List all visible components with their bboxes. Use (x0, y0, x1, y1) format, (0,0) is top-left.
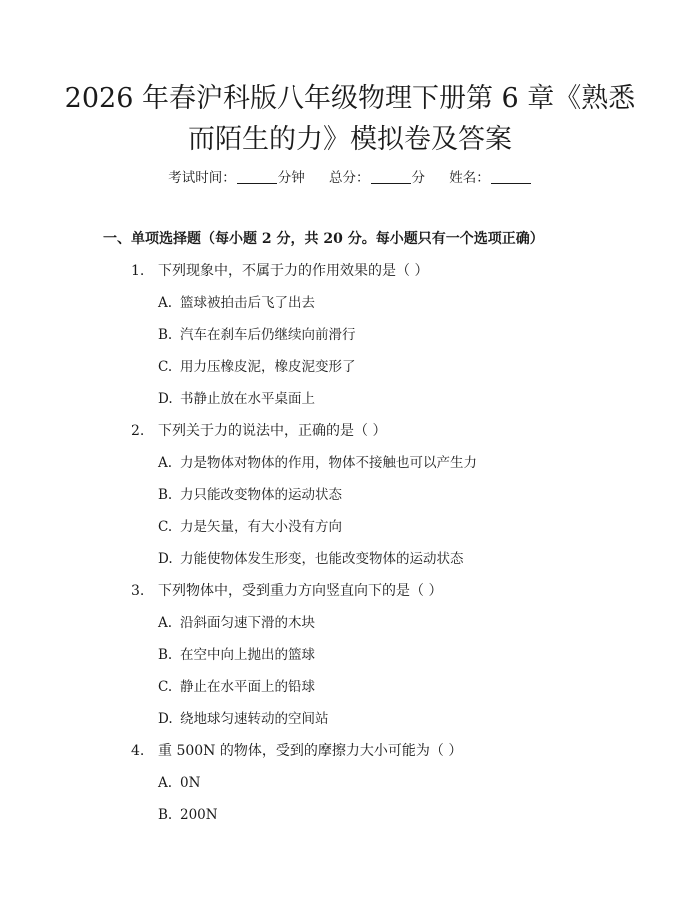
q1-option-c (158, 357, 356, 377)
option-text: 绕地球匀速转动的空间站 (180, 711, 329, 727)
q4-option-a (158, 773, 200, 793)
q2-option-c (158, 517, 342, 537)
option-letter: B. (158, 647, 173, 663)
option-letter: D. (158, 711, 173, 727)
question-text: 下列物体中，受到重力方向竖直向下的是（ ） (158, 583, 443, 599)
question-number: 3. (131, 583, 145, 599)
q2-option-d (158, 549, 464, 569)
option-letter: A. (158, 775, 173, 791)
option-letter: D. (158, 551, 173, 567)
option-text: 力能使物体发生形变，也能改变物体的运动状态 (180, 551, 464, 567)
total-score-unit: 分 (411, 170, 425, 186)
option-text: 0N (180, 775, 201, 791)
exam-time (168, 170, 305, 186)
option-text: 篮球被拍击后飞了出去 (180, 295, 315, 311)
option-text: 在空中向上抛出的篮球 (180, 647, 315, 663)
student-name (449, 170, 532, 186)
exam-time-unit: 分钟 (277, 170, 305, 186)
exam-time-blank (237, 169, 277, 184)
question-3 (131, 581, 442, 601)
q1-option-d (158, 389, 315, 409)
exam-info-line (0, 168, 700, 188)
student-name-blank (491, 169, 531, 184)
option-text: 静止在水平面上的铅球 (180, 679, 315, 695)
document-title: 2026 年春沪科版八年级物理下册第 6 章《熟悉而陌生的力》模拟卷及答案 (64, 83, 636, 155)
question-text: 下列现象中，不属于力的作用效果的是（ ） (158, 263, 429, 279)
q3-option-d (158, 709, 329, 729)
section-heading: 一、单项选择题（每小题 2 分，共 20 分。每小题只有一个选项正确） (103, 231, 544, 247)
option-text: 力是物体对物体的作用，物体不接触也可以产生力 (180, 455, 477, 471)
option-letter: B. (158, 327, 173, 343)
option-letter: B. (158, 807, 173, 823)
q2-option-b (158, 485, 342, 505)
student-name-label: 姓名： (449, 170, 490, 186)
question-number: 1. (131, 263, 145, 279)
question-number: 4. (131, 743, 145, 759)
question-4 (131, 741, 462, 761)
q4-option-b (158, 805, 218, 825)
q2-option-a (158, 453, 477, 473)
q3-option-b (158, 645, 315, 665)
option-letter: B. (158, 487, 173, 503)
option-text: 200N (180, 807, 218, 823)
option-letter: A. (158, 295, 173, 311)
option-text: 力只能改变物体的运动状态 (180, 487, 342, 503)
option-text: 力是矢量，有大小没有方向 (180, 519, 342, 535)
total-score-blank (371, 169, 411, 184)
q1-option-b (158, 325, 356, 345)
option-text: 沿斜面匀速下滑的木块 (180, 615, 315, 631)
q3-option-a (158, 613, 315, 633)
option-letter: A. (158, 455, 173, 471)
question-text: 下列关于力的说法中，正确的是（ ） (158, 423, 387, 439)
question-1 (131, 261, 428, 281)
question-text: 重 500N 的物体，受到的摩擦力大小可能为（ ） (158, 743, 463, 759)
option-letter: C. (158, 679, 173, 695)
exam-time-label: 考试时间： (168, 170, 236, 186)
question-2 (131, 421, 386, 441)
option-letter: D. (158, 391, 173, 407)
q1-option-a (158, 293, 315, 313)
option-letter: C. (158, 519, 173, 535)
option-letter: A. (158, 615, 173, 631)
total-score-label: 总分： (329, 170, 370, 186)
q3-option-c (158, 677, 315, 697)
option-text: 书静止放在水平桌面上 (180, 391, 315, 407)
total-score (329, 170, 425, 186)
option-text: 汽车在刹车后仍继续向前滑行 (180, 327, 356, 343)
question-number: 2. (131, 423, 145, 439)
option-text: 用力压橡皮泥，橡皮泥变形了 (180, 359, 356, 375)
option-letter: C. (158, 359, 173, 375)
